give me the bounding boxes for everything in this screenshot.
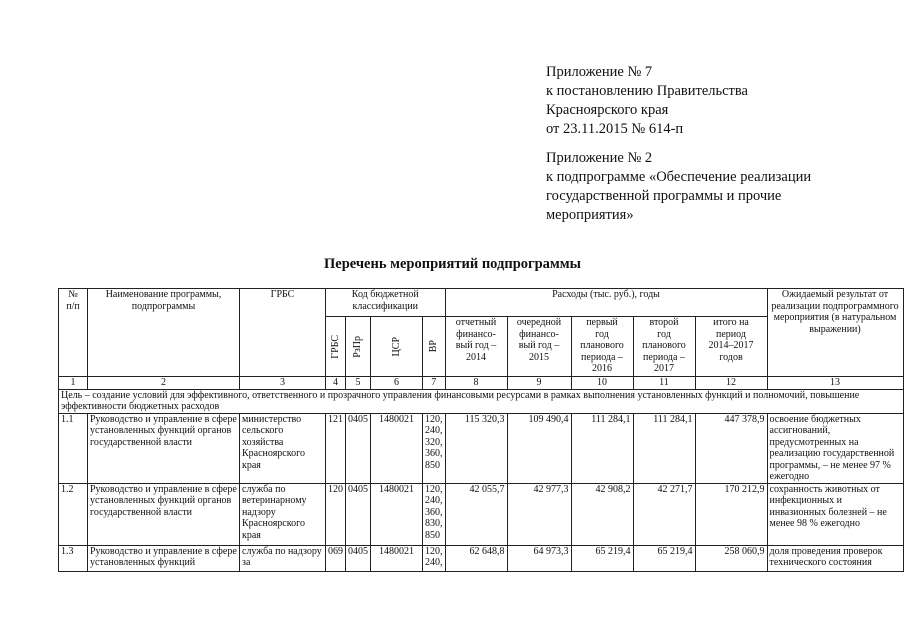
row-y2015: 109 490,4 (507, 413, 571, 483)
header-line: мероприятия» (546, 207, 634, 223)
row-y2015: 64 973,3 (507, 545, 571, 571)
column-number: 11 (633, 377, 695, 390)
row-num: 1.1 (59, 413, 88, 483)
column-number: 8 (445, 377, 507, 390)
row-y2017: 65 219,4 (633, 545, 695, 571)
header-grbs: ГРБС (240, 289, 326, 377)
row-total: 258 060,9 (695, 545, 767, 571)
column-numbers-row (59, 377, 904, 390)
header-code-group: Код бюджетной классификации (326, 289, 446, 317)
row-y2016: 111 284,1 (571, 413, 633, 483)
header-line: Приложение № 2 (546, 150, 653, 166)
table-row (59, 545, 904, 571)
row-y2014: 42 055,7 (445, 483, 507, 545)
row-y2017: 42 271,7 (633, 483, 695, 545)
header-name: Наименование программы, подпрограммы (88, 289, 240, 377)
row-num: 1.2 (59, 483, 88, 545)
header-line: к постановлению Правительства (546, 83, 748, 99)
goal-row (59, 389, 904, 413)
row-rzpr: 0405 (346, 413, 371, 483)
row-result: доля проведения проверок технического состояния (767, 545, 903, 571)
header-code-vr-cell (423, 317, 446, 377)
row-vr: 120, 240, 360, 830, 850 (423, 483, 446, 545)
column-number: 2 (88, 377, 240, 390)
row-y2014: 115 320,3 (445, 413, 507, 483)
header-year-2016: первый год планового периода – 2016 (571, 317, 633, 377)
header-code-rzpr: РзПр (352, 335, 364, 358)
header-line: Приложение № 7 (546, 64, 653, 80)
table-row (59, 483, 904, 545)
header-year-2014: отчетный финансо- вый год – 2014 (445, 317, 507, 377)
document-title: Перечень мероприятий подпрограммы (324, 256, 581, 272)
header-line: Красноярского края (546, 102, 669, 118)
row-grbs: служба по надзору за (240, 545, 326, 571)
column-number: 9 (507, 377, 571, 390)
row-y2017: 111 284,1 (633, 413, 695, 483)
header-code-csr: ЦСР (390, 336, 402, 357)
column-number: 12 (695, 377, 767, 390)
column-number: 1 (59, 377, 88, 390)
measures-table (58, 288, 904, 572)
header-code-grbs: ГРБС (329, 334, 341, 359)
header-code-csr-cell (371, 317, 423, 377)
row-grbs: служба по ветеринарному надзору Красноярского края (240, 483, 326, 545)
row-csr: 1480021 (371, 545, 423, 571)
header-line: государственной программы и прочие (546, 188, 782, 204)
header-year-2015: очередной финансо- вый год – 2015 (507, 317, 571, 377)
row-y2015: 42 977,3 (507, 483, 571, 545)
row-grbs: министерство сельского хозяйства Красноярского края (240, 413, 326, 483)
column-number: 4 (326, 377, 346, 390)
goal-text: Цель – создание условий для эффективного, ответственного и прозрачного управления финансовыми ресурсами в рамках выполнения установленных функций и полномочий, повышение эффективности бюджетных расходов (59, 389, 904, 413)
row-csr: 1480021 (371, 413, 423, 483)
row-total: 447 378,9 (695, 413, 767, 483)
header-year-2017: второй год планового периода – 2017 (633, 317, 695, 377)
row-vr: 120, 240, 320, 360, 850 (423, 413, 446, 483)
row-result: сохранность животных от инфекционных и инвазионных болезней – не менее 98 % ежегодно (767, 483, 903, 545)
table-row (59, 413, 904, 483)
row-y2016: 42 908,2 (571, 483, 633, 545)
row-rzpr: 0405 (346, 483, 371, 545)
column-number: 6 (371, 377, 423, 390)
header-total: итого на период 2014–2017 годов (695, 317, 767, 377)
appendix-2-header (546, 149, 811, 225)
column-number: 3 (240, 377, 326, 390)
row-result: освоение бюджетных ассигнований, предусмотренных на реализацию государственной программы, – не менее 97 % ежегодно (767, 413, 903, 483)
row-csr: 1480021 (371, 483, 423, 545)
column-number: 13 (767, 377, 903, 390)
row-code-grbs: 120 (326, 483, 346, 545)
header-num: № п/п (59, 289, 88, 377)
row-num: 1.3 (59, 545, 88, 571)
header-code-rzpr-cell (346, 317, 371, 377)
header-code-grbs-cell (326, 317, 346, 377)
row-name: Руководство и управление в сфере установленных функций органов государственной власти (88, 413, 240, 483)
column-number: 5 (346, 377, 371, 390)
header-expenses-group: Расходы (тыс. руб.), годы (445, 289, 767, 317)
column-number: 7 (423, 377, 446, 390)
row-code-grbs: 069 (326, 545, 346, 571)
row-y2016: 65 219,4 (571, 545, 633, 571)
row-vr: 120, 240, (423, 545, 446, 571)
column-number: 10 (571, 377, 633, 390)
row-name: Руководство и управление в сфере установленных функций (88, 545, 240, 571)
header-code-vr: ВР (428, 340, 439, 353)
header-line: к подпрограмме «Обеспечение реализации (546, 169, 812, 185)
row-name: Руководство и управление в сфере установленных функций органов государственной власти (88, 483, 240, 545)
row-y2014: 62 648,8 (445, 545, 507, 571)
row-total: 170 212,9 (695, 483, 767, 545)
appendix-7-header (546, 63, 748, 139)
row-code-grbs: 121 (326, 413, 346, 483)
row-rzpr: 0405 (346, 545, 371, 571)
header-result: Ожидаемый результат от реализации подпрограммного мероприятия (в натуральном выражении) (767, 289, 903, 377)
header-line: от 23.11.2015 № 614-п (546, 121, 684, 137)
